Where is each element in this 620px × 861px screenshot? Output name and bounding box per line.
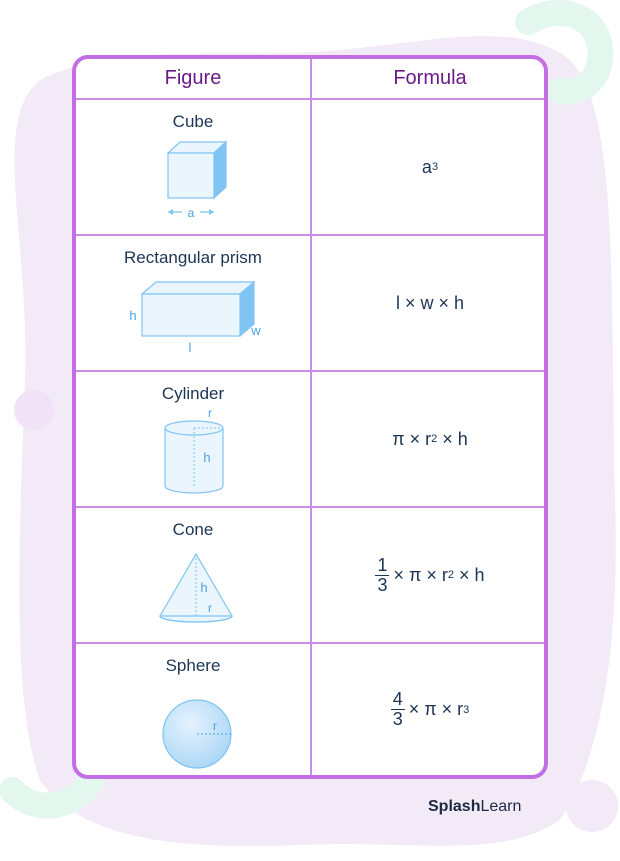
lavender-dot-left <box>14 390 54 430</box>
formula-cube: a 3 <box>312 100 548 236</box>
cube-front-face <box>168 153 214 198</box>
prism-label-w: w <box>251 323 261 338</box>
prism-label-l: l <box>188 340 192 355</box>
cone-label-h: h <box>200 580 208 595</box>
brand-logo-part2: Learn <box>480 798 522 815</box>
formula-cone-fraction <box>375 556 389 595</box>
formula-sphere-pre: × π × r <box>408 699 464 719</box>
figure-title-cylinder: Cylinder <box>161 384 225 403</box>
cube-label-a: a <box>187 206 195 220</box>
figure-title-cube: Cube <box>172 112 214 131</box>
formula-sphere: $\frac{4}{3}$ × π × r 3 <box>392 689 470 729</box>
formula-sphere-den: 3 <box>392 709 403 729</box>
brand-logo <box>428 798 521 816</box>
figure-cell-prism <box>76 236 312 372</box>
figure-cell-cube <box>76 100 312 236</box>
brand-logo-part1: Splash <box>428 798 481 815</box>
header-formula: Formula <box>312 59 548 100</box>
prism-illustration <box>76 236 312 372</box>
figure-cell-sphere <box>76 644 312 775</box>
figure-title-sphere: Sphere <box>165 656 221 675</box>
figure-title-cone: Cone <box>172 520 214 539</box>
header-figure: Figure <box>76 59 312 100</box>
formula-cylinder-pre: π × r <box>392 428 432 449</box>
prism-label-h: h <box>129 308 137 323</box>
figure-cell-cone <box>76 508 312 644</box>
formula-cylinder: π × r 2 × h <box>312 372 548 508</box>
formula-cone-den: 3 <box>377 574 388 595</box>
formula-cone-post: × h <box>454 564 485 585</box>
formula-sphere-fraction <box>391 690 405 729</box>
cone-illustration <box>76 508 312 644</box>
sphere-illustration <box>76 644 312 775</box>
cylinder-illustration <box>76 372 312 508</box>
sphere-label-r: r <box>213 719 217 733</box>
figure-cell-cylinder <box>76 372 312 508</box>
cylinder-label-r: r <box>208 406 212 420</box>
cone-label-r: r <box>208 601 212 615</box>
formula-cylinder-post: × h <box>437 428 468 449</box>
figure-title-prism: Rectangular prism <box>124 248 262 267</box>
formula-sphere-num: 4 <box>392 689 403 710</box>
formula-cone-pre: × π × r <box>393 564 448 585</box>
formula-prism: l × w × h <box>312 236 548 372</box>
cylinder-label-h: h <box>203 450 211 465</box>
cube-illustration <box>76 100 312 236</box>
formula-cone: $\frac{1}{3}$ × π × r 2 × h <box>312 508 548 644</box>
formula-cone-num: 1 <box>377 554 388 575</box>
formula-cube-base: a <box>421 156 432 177</box>
formula-table <box>72 55 548 779</box>
lavender-dot-right <box>566 780 618 832</box>
prism-top-face <box>142 282 254 294</box>
prism-front-face <box>142 294 240 336</box>
